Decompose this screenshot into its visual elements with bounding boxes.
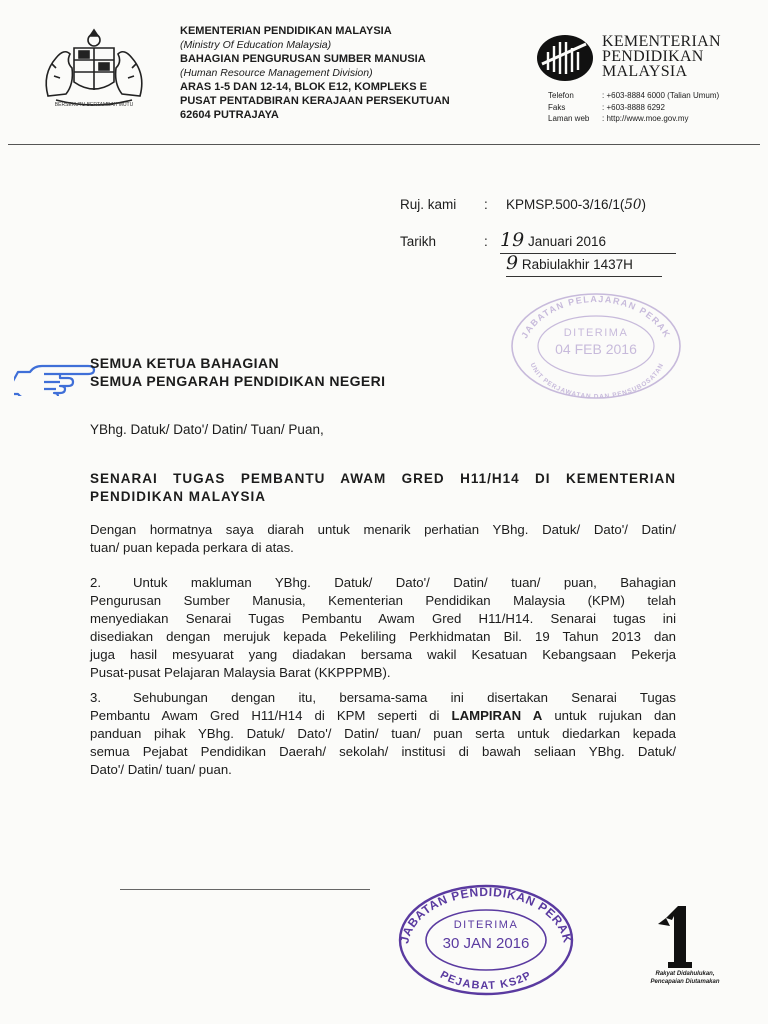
ruj-number: KPMSP.500-3/16/1(50) xyxy=(506,197,647,213)
tarikh-colon: : xyxy=(484,234,488,249)
svg-text:JABATAN PENDIDIKAN PERAK: JABATAN PENDIDIKAN PERAK xyxy=(397,884,575,945)
pointing-hand-icon xyxy=(14,362,98,396)
ministry-name: KEMENTERIAN PENDIDIKAN MALAYSIA xyxy=(180,25,392,37)
paragraph-1: Dengan hormatnya saya diarah untuk menarik perhatian YBhg. Datuk/ Dato'/ Datin/ tuan/ puan kepada perkara di atas. xyxy=(90,522,676,555)
salutation: YBhg. Datuk/ Dato'/ Datin/ Tuan/ Puan, xyxy=(90,422,324,437)
ruj-label: Ruj. kami xyxy=(400,197,457,212)
moe-logo-text: KEMENTERIAN PENDIDIKAN MALAYSIA xyxy=(602,33,721,80)
title-line-2: PENDIDIKAN MALAYSIA xyxy=(90,489,267,504)
address-line-2: PUSAT PENTADBIRAN KERAJAAN PERSEKUTUAN xyxy=(180,95,450,107)
ministry-name-en: (Ministry Of Education Malaysia) xyxy=(180,39,332,51)
svg-text:JABATAN PELAJARAN PERAK: JABATAN PELAJARAN PERAK xyxy=(519,293,673,340)
svg-text:PEJABAT KS2P: PEJABAT KS2P xyxy=(438,969,534,992)
signature-line xyxy=(120,889,370,890)
address-line-1: ARAS 1-5 DAN 12-14, BLOK E12, KOMPLEKS E xyxy=(180,81,427,93)
lampiran-a-reference: LAMPIRAN A xyxy=(451,708,543,723)
svg-text:UNIT PERJAWATAN DAN PENSUBOSAT: UNIT PERJAWATAN DAN PENSUBOSATAN xyxy=(528,362,666,400)
contact-info xyxy=(548,90,719,125)
paragraph-2: 2. Untuk makluman YBhg. Datuk/ Dato'/ Datin/ tuan/ puan, Bahagian Pengurusan Sumber Manusia, Kementerian Pendidikan Malaysia (KPM) telah menyediakan Senarai Tugas Pembantu Awam Gred H11/H14. Senarai tugas ini disediakan dengan merujuk kepada Pekeliling Perkhidmatan Bil. 19 Tahun 2013 dan juga hasil mesyuarat yang diadakan bersama wakil Kesatuan Kebangsaan Pekerja Pusat-pusat Pelajaran Malaysia Barat (KKPPPMB). xyxy=(90,575,676,680)
paragraph-2-number: 2. xyxy=(90,575,101,590)
ruj-colon: : xyxy=(484,197,488,212)
division-name: BAHAGIAN PENGURUSAN SUMBER MANUSIA xyxy=(180,53,426,65)
division-name-en: (Human Resource Management Division) xyxy=(180,67,373,79)
address-line-3: 62604 PUTRAJAYA xyxy=(180,109,279,121)
tarikh-hijri: 9 Rabiulakhir 1437H xyxy=(506,252,662,277)
svg-text:30 JAN 2016: 30 JAN 2016 xyxy=(442,935,530,952)
received-stamp-jabatan-pelajaran xyxy=(508,288,684,400)
svg-text:DITERIMA: DITERIMA xyxy=(453,919,519,931)
header-divider xyxy=(8,144,760,145)
svg-text:BERSEKUTU BERTAMBAH MUTU: BERSEKUTU BERTAMBAH MUTU xyxy=(54,102,134,108)
tarikh-gregorian: 19 Januari 2016 xyxy=(500,229,676,254)
addressee-block xyxy=(90,354,385,390)
svg-text:DITERIMA: DITERIMA xyxy=(563,327,629,339)
received-stamp-jabatan-pendidikan xyxy=(396,882,576,998)
addressee-line-2: SEMUA PENGARAH PENDIDIKAN NEGERI xyxy=(90,373,386,389)
moe-logo xyxy=(536,34,594,82)
title-line-1: SENARAI TUGAS PEMBANTU AWAM GRED H11/H14 DI KEMENTERIAN xyxy=(90,471,676,486)
contact-fax: Faks : +603-8888 6292 xyxy=(548,102,665,112)
tarikh-label: Tarikh xyxy=(400,234,437,249)
contact-phone: Telefon : +603-8884 6000 (Talian Umum) xyxy=(548,91,720,100)
paragraph-3-number: 3. xyxy=(90,690,101,705)
coat-of-arms-logo xyxy=(36,26,152,112)
addressee-line-1: SEMUA KETUA BAHAGIAN xyxy=(90,355,279,371)
1malaysia-logo xyxy=(644,904,714,970)
contact-website: Laman web : http://www.moe.gov.my xyxy=(548,114,689,123)
paragraph-3: 3. Sehubungan dengan itu, bersama-sama ini disertakan Senarai Tugas Pembantu Awam Gred H11/H14 di KPM seperti di LAMPIRAN A untuk rujukan dan panduan pihak YBhg. Datuk/ Dato'/ Datin/ tuan/ puan serta untuk diedarkan kepada semua Pejabat Pendidikan Daerah/ sekolah/ institusi di bawah seliaan YBhg. Datuk/ Dato'/ Datin/ tuan/ puan. xyxy=(90,690,676,777)
1malaysia-tagline: Rakyat Didahulukan, Pencapaian Diutamakan xyxy=(650,971,720,985)
svg-text:04 FEB 2016: 04 FEB 2016 xyxy=(555,341,637,357)
letter-title xyxy=(90,470,676,506)
letterhead xyxy=(180,24,520,122)
